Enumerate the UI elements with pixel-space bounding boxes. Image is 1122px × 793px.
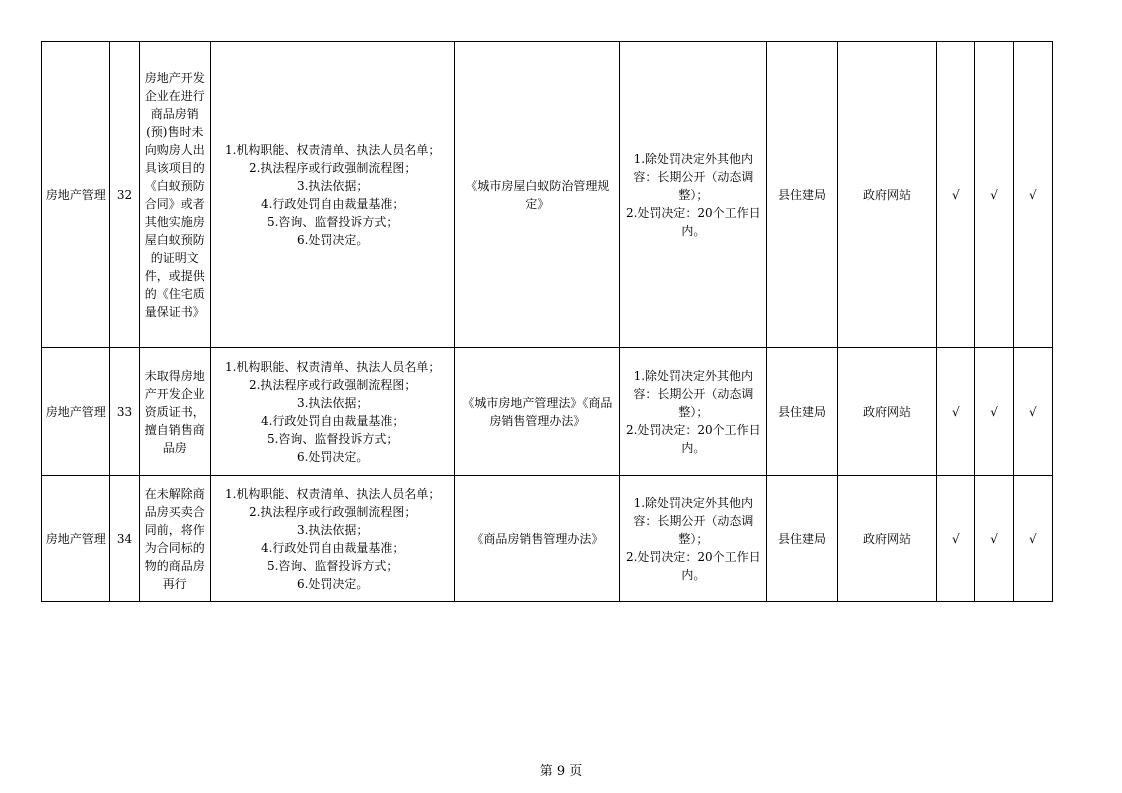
content-item: 2.执法程序或行政强制流程图；	[248, 160, 417, 175]
agency-cell: 县住建局	[767, 42, 837, 348]
channel-cell: 政府网站	[837, 348, 937, 476]
check-cell: √	[937, 476, 975, 602]
subject-cell: 未取得房地产开发企业资质证书，擅自销售商品房	[139, 348, 210, 476]
content-item: 1.机构职能、权责清单、执法人员名单；	[224, 486, 441, 501]
period-cell: 1.除处罚决定外其他内容：长期公开（动态调整）； 2.处罚决定：20个工作日内。	[620, 476, 767, 602]
agency-cell: 县住建局	[767, 348, 837, 476]
subject-cell: 房地产开发企业在进行商品房销(预)售时未向购房人出具该项目的《白蚁预防合同》或者其他实施房屋白蚁预防的证明文件，或提供的《住宅质量保证书》	[139, 42, 210, 348]
content-item: 5.咨询、监督投诉方式；	[266, 431, 399, 446]
content-item: 4.行政处罚自由裁量基准；	[260, 540, 405, 555]
content-item: 3.执法依据；	[296, 178, 369, 193]
check-cell: √	[975, 42, 1013, 348]
content-cell	[210, 42, 454, 348]
content-item: 4.行政处罚自由裁量基准；	[260, 196, 405, 211]
content-cell	[210, 476, 454, 602]
period-cell: 1.除处罚决定外其他内容：长期公开（动态调整）； 2.处罚决定：20个工作日内。	[620, 42, 767, 348]
disclosure-table	[41, 41, 1053, 602]
number-cell: 32	[110, 42, 139, 348]
content-item: 1.机构职能、权责清单、执法人员名单；	[224, 142, 441, 157]
basis-cell: 《商品房销售管理办法》	[455, 476, 620, 602]
basis-cell: 《城市房地产管理法》《商品房销售管理办法》	[455, 348, 620, 476]
number-cell: 33	[110, 348, 139, 476]
content-item: 6.处罚决定。	[296, 232, 369, 247]
content-item: 3.执法依据；	[296, 395, 369, 410]
period-cell: 1.除处罚决定外其他内容：长期公开（动态调整）； 2.处罚决定：20个工作日内。	[620, 348, 767, 476]
content-cell	[210, 348, 454, 476]
check-cell: √	[937, 348, 975, 476]
content-item: 1.机构职能、权责清单、执法人员名单；	[224, 359, 441, 374]
check-cell: √	[975, 476, 1013, 602]
content-item: 6.处罚决定。	[296, 449, 369, 464]
table-row	[42, 476, 1053, 602]
content-item: 6.处罚决定。	[296, 576, 369, 591]
content-item: 4.行政处罚自由裁量基准；	[260, 413, 405, 428]
content-item: 2.执法程序或行政强制流程图；	[248, 504, 417, 519]
subject-cell: 在未解除商品房买卖合同前，将作为合同标的物的商品房再行	[139, 476, 210, 602]
content-item: 2.执法程序或行政强制流程图；	[248, 377, 417, 392]
table-row	[42, 348, 1053, 476]
content-item: 3.执法依据；	[296, 522, 369, 537]
content-item: 5.咨询、监督投诉方式；	[266, 558, 399, 573]
check-cell: √	[1013, 42, 1052, 348]
category-cell: 房地产管理	[42, 476, 110, 602]
channel-cell: 政府网站	[837, 476, 937, 602]
number-cell: 34	[110, 476, 139, 602]
page-number: 第 9 页	[539, 764, 583, 779]
category-cell: 房地产管理	[42, 42, 110, 348]
check-cell: √	[1013, 348, 1052, 476]
channel-cell: 政府网站	[837, 42, 937, 348]
check-cell: √	[975, 348, 1013, 476]
basis-cell: 《城市房屋白蚁防治管理规定》	[455, 42, 620, 348]
category-cell: 房地产管理	[42, 348, 110, 476]
table-row	[42, 42, 1053, 348]
check-cell: √	[1013, 476, 1052, 602]
content-item: 5.咨询、监督投诉方式；	[266, 214, 399, 229]
agency-cell: 县住建局	[767, 476, 837, 602]
check-cell: √	[937, 42, 975, 348]
